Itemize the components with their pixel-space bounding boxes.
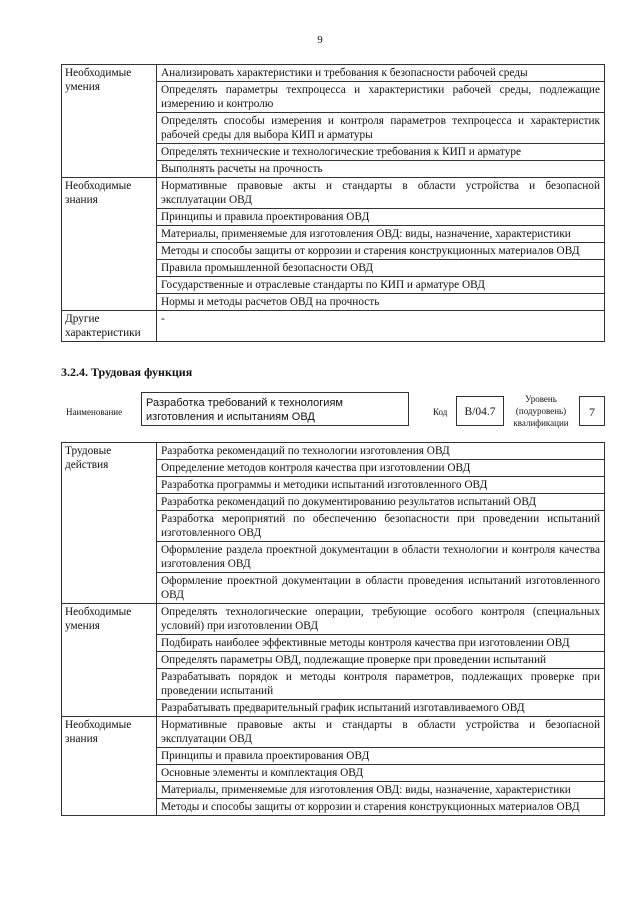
table-cell: Разрабатывать предварительный график испытаний изготавливаемого ОВД	[157, 700, 605, 717]
table-cell: Правила промышленной безопасности ОВД	[157, 260, 605, 277]
code-label: Код	[433, 407, 448, 417]
row-group-label: Необходимые умения	[62, 604, 157, 717]
table-row	[62, 65, 605, 82]
table-cell: -	[157, 311, 605, 342]
table-cell: Разработка мероприятий по обеспечению безопасности при проведении испытаний изготовленного ОВД	[157, 511, 605, 542]
table-cell: Принципы и правила проектирования ОВД	[157, 209, 605, 226]
table-cell: Определять параметры ОВД, подлежащие проверке при проведении испытаний	[157, 652, 605, 669]
table-cell: Подбирать наиболее эффективные методы контроля качества при изготовлении ОВД	[157, 635, 605, 652]
row-group-label: Необходимые знания	[62, 178, 157, 311]
table-cell: Определять параметры техпроцесса и характеристики рабочей среды, подлежащие измерению и контролю	[157, 82, 605, 113]
section-title: 3.2.4. Трудовая функция	[61, 365, 193, 379]
row-group-label: Другие характеристики	[62, 311, 157, 342]
table-cell: Методы и способы защиты от коррозии и старения конструкционных материалов ОВД	[157, 799, 605, 816]
table-cell: Определять способы измерения и контроля параметров техпроцесса и характеристик рабочей среды для выбора КИП и арматуры	[157, 113, 605, 144]
row-group-label: Необходимые умения	[62, 65, 157, 178]
table-cell: Определять технические и технологические требования к КИП и арматуре	[157, 144, 605, 161]
name-label: Наименование	[66, 407, 123, 417]
table-row	[62, 311, 605, 342]
qualification-level-label: Уровень (подуровень) квалификации	[513, 394, 569, 428]
table-cell: Государственные и отраслевые стандарты по КИП и арматуре ОВД	[157, 277, 605, 294]
table-row	[62, 717, 605, 748]
table-cell: Разработка рекомендаций по документированию результатов испытаний ОВД	[157, 494, 605, 511]
table-cell: Оформление проектной документации в области проведения испытаний изготовленного ОВД	[157, 573, 605, 604]
table-row	[62, 604, 605, 635]
table-cell: Нормативные правовые акты и стандарты в области устройства и безопасной эксплуатации ОВД	[157, 178, 605, 209]
table-cell: Основные элементы и комплектация ОВД	[157, 765, 605, 782]
labor-function-header	[61, 390, 605, 434]
table-cell: Определение методов контроля качества при изготовлении ОВД	[157, 460, 605, 477]
table-row	[62, 443, 605, 460]
table-cell: Оформление раздела проектной документации в области технологии и контроля качества изготовления ОВД	[157, 542, 605, 573]
table-cell: Анализировать характеристики и требования к безопасности рабочей среды	[157, 65, 605, 82]
labor-function-table	[61, 442, 605, 816]
qualification-level-box: 7	[579, 396, 605, 426]
requirements-table-top	[61, 64, 605, 342]
row-group-label: Необходимые знания	[62, 717, 157, 816]
table-row	[62, 178, 605, 209]
table-cell: Разрабатывать порядок и методы контроля параметров, подлежащих проверке при проведении испытаний	[157, 669, 605, 700]
page-number: 9	[317, 34, 323, 46]
table-cell: Принципы и правила проектирования ОВД	[157, 748, 605, 765]
table-cell: Нормы и методы расчетов ОВД на прочность	[157, 294, 605, 311]
table-cell: Выполнять расчеты на прочность	[157, 161, 605, 178]
table-cell: Нормативные правовые акты и стандарты в области устройства и безопасной эксплуатации ОВД	[157, 717, 605, 748]
table-cell: Определять технологические операции, требующие особого контроля (специальных условий) при изготовлении ОВД	[157, 604, 605, 635]
table-cell: Материалы, применяемые для изготовления ОВД: виды, назначение, характеристики	[157, 226, 605, 243]
table-cell: Материалы, применяемые для изготовления ОВД: виды, назначение, характеристики	[157, 782, 605, 799]
function-code-box: B/04.7	[456, 396, 504, 426]
table-cell: Разработка программы и методики испытаний изготовленного ОВД	[157, 477, 605, 494]
table-cell: Разработка рекомендаций по технологии изготовления ОВД	[157, 443, 605, 460]
function-name-box: Разработка требований к технологиям изготовления и испытаниям ОВД	[141, 392, 409, 426]
table-cell: Методы и способы защиты от коррозии и старения конструкционных материалов ОВД	[157, 243, 605, 260]
row-group-label: Трудовые действия	[62, 443, 157, 604]
